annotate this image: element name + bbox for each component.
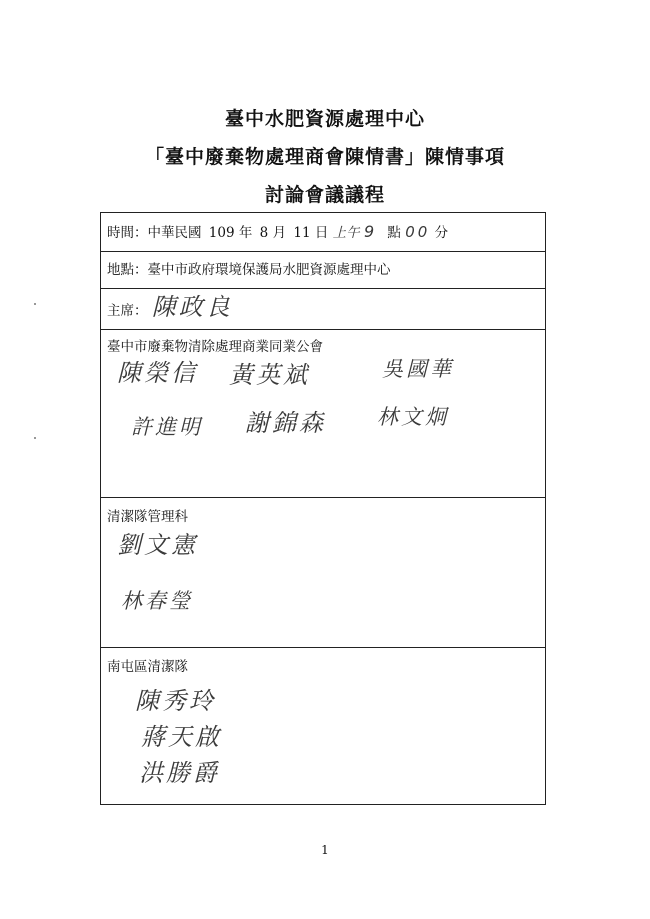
time-month: 8: [259, 224, 269, 241]
union-signature: 吳國華: [382, 357, 454, 381]
time-row: [101, 213, 546, 252]
time-year: 109: [208, 224, 235, 241]
time-minute-handwritten: 00: [405, 222, 431, 241]
place-label: 地點：臺中市政府環境保護局水肥資源處理中心: [101, 252, 546, 289]
page-number: 1: [321, 843, 329, 857]
union-signature: 林文炯: [377, 405, 449, 429]
nantun-cleaning-heading: 南屯區清潔隊: [107, 659, 188, 675]
union-signature: 許進明: [131, 415, 203, 439]
union-signature: 謝錦森: [245, 409, 326, 437]
time-month-unit: 月: [272, 224, 287, 241]
document-title: [0, 100, 650, 214]
nantun-cleaning-signature: 陳秀玲: [135, 687, 216, 715]
cleaning-management-signature: 林春瑩: [121, 589, 193, 613]
time-label: 時間：中華民國: [107, 224, 202, 241]
time-hour-unit: 點: [387, 224, 401, 241]
union-signature: 陳榮信: [117, 359, 198, 387]
place-row: [101, 252, 546, 289]
cleaning-management-row: [101, 498, 546, 648]
nantun-cleaning-row: [101, 648, 546, 805]
agenda-form-table: [100, 212, 546, 805]
cleaning-management-heading: 清潔隊管理科: [107, 509, 188, 525]
chair-label: 主席：: [107, 303, 148, 319]
nantun-cleaning-signature: 洪勝爵: [139, 759, 220, 787]
title-agenda: 討論會議議程: [264, 184, 385, 206]
cleaning-management-signature: 劉文憲: [117, 531, 198, 559]
title-organization: 臺中水肥資源處理中心: [224, 108, 425, 130]
chair-signature: 陳政良: [151, 293, 233, 321]
union-row: [101, 330, 546, 498]
time-day-unit: 日: [314, 224, 329, 241]
chair-row: [101, 289, 546, 330]
time-minute-unit: 分: [434, 224, 449, 241]
nantun-cleaning-signature: 蔣天啟: [141, 723, 222, 751]
time-day: 11: [293, 224, 311, 241]
union-heading: 臺中市廢棄物清除處理商業同業公會: [107, 339, 323, 355]
time-hour-handwritten: 9: [363, 221, 378, 241]
time-year-unit: 年: [238, 224, 253, 241]
scan-speck: [34, 303, 36, 305]
union-signature: 黃英斌: [229, 361, 310, 389]
title-subject: 「臺中廢棄物處理商會陳情書」陳情事項: [144, 146, 505, 168]
time-period-handwritten: 上午: [332, 224, 360, 241]
scan-speck: [34, 437, 36, 439]
